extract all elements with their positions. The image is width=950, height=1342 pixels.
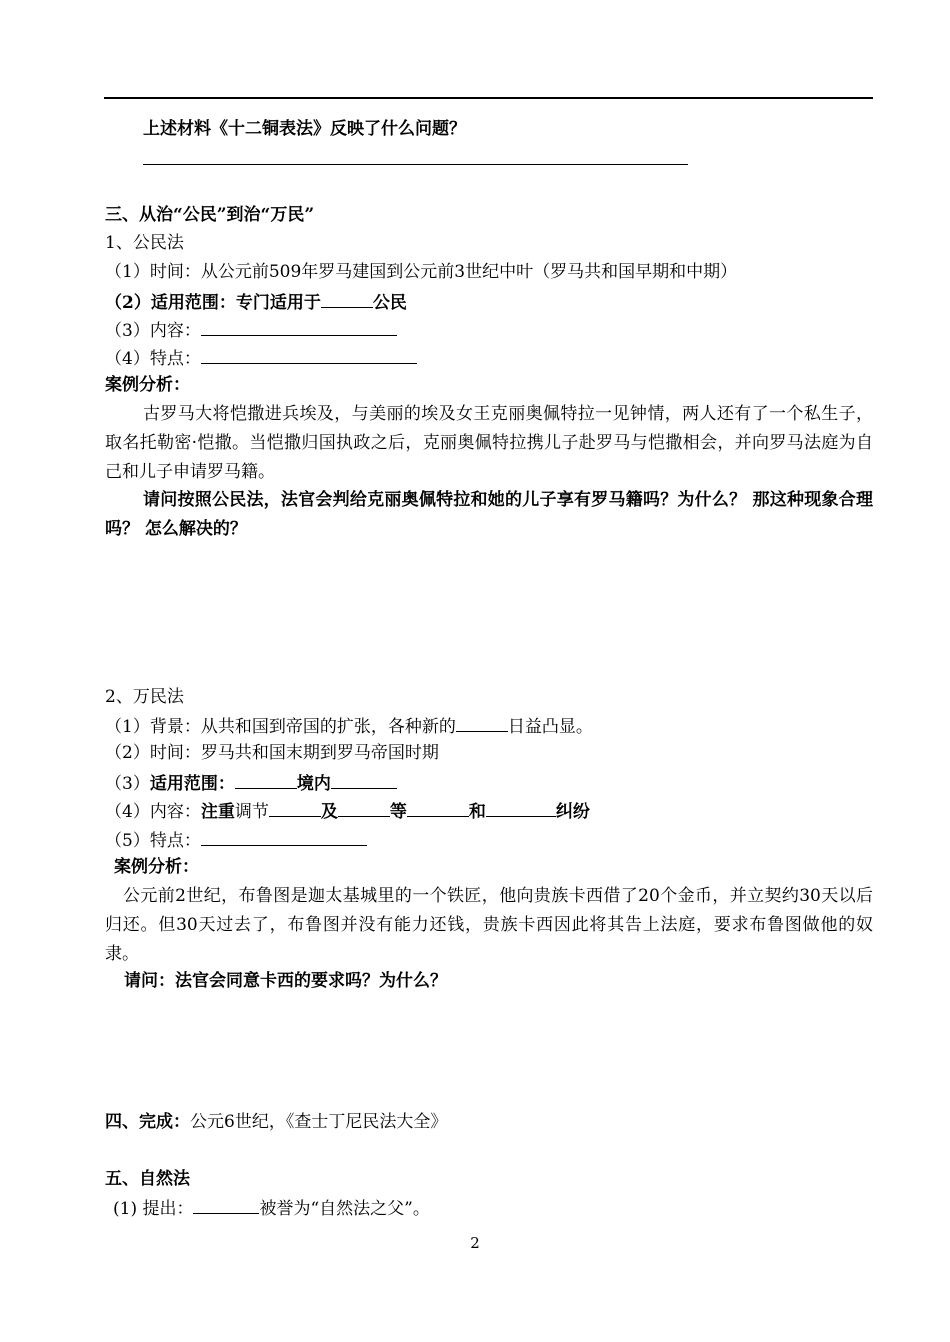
features-blank[interactable]: [201, 346, 417, 364]
proposer-label: (1) 提出：: [113, 1199, 194, 1219]
content2-emph: 注重: [200, 802, 235, 822]
case2-analysis-label: 案例分析：: [114, 857, 199, 877]
case2-question: 请问：法官会同意卡西的要求吗？为什么？: [124, 971, 447, 991]
case2-text: 公元前2世纪，布鲁图是迦太基城里的一个铁匠，他向贵族卡西借了20个金币，并立契约30天以后归还。但30天过去了，布鲁图并没有能力还钱，贵族卡西因此将其告上法庭，要求布鲁图做他的奴隶。: [105, 886, 873, 964]
answer-line: [143, 164, 688, 165]
section-3-title: 三、从治“公民”到治“万民”: [105, 205, 315, 225]
background-blank[interactable]: [456, 714, 508, 732]
scope-blank[interactable]: [321, 290, 373, 308]
scope-suffix: 公民: [372, 293, 407, 313]
features2-blank[interactable]: [201, 828, 367, 846]
content2-blank-4[interactable]: [486, 799, 556, 817]
proposer-blank[interactable]: [193, 1196, 259, 1214]
citizen-law-scope: [105, 290, 407, 314]
content2-verb: 调节: [234, 802, 269, 822]
case-question: 请问按照公民法，法官会判给克丽奥佩特拉和她的儿子享有罗马籍吗？为什么？ 那这种现象合理吗？ 怎么解决的？: [105, 490, 873, 539]
jus-gentium-scope: [105, 771, 397, 795]
content2-blank-1[interactable]: [269, 799, 321, 817]
jus-gentium-background: [105, 714, 593, 738]
case-text: 古罗马大将恺撒进兵埃及，与美丽的埃及女王克丽奥佩特拉一见钟情，两人还有了一个私生子，取名托勒密·恺撒。当恺撒归国执政之后，克丽奥佩特拉携儿子赴罗马与恺撒相会，并向罗马法庭为自己和儿子申请罗马籍。: [105, 404, 873, 482]
content2-blank-2[interactable]: [338, 799, 390, 817]
section-4-label: 四、完成：: [105, 1112, 190, 1132]
scope-label: （2）适用范围：专门适用于: [105, 293, 321, 313]
background-suffix: 日益凸显。: [507, 717, 593, 737]
jus-gentium-content: [105, 799, 590, 823]
header-rule: [104, 97, 873, 99]
citizen-law-content: [105, 318, 397, 342]
content2-blank-3[interactable]: [407, 799, 469, 817]
features2-label: （5）特点：: [105, 831, 201, 851]
content-blank[interactable]: [201, 318, 397, 336]
section-5-title: 五、自然法: [105, 1169, 190, 1189]
page-number: 2: [470, 1234, 480, 1252]
content2-etc: 等: [389, 802, 407, 822]
content2-label: （4）内容：: [105, 802, 201, 822]
jus-gentium-features: [105, 828, 367, 852]
case-analysis-label: 案例分析：: [105, 375, 190, 395]
citizen-law-time: （1）时间：从公元前509年罗马建国到公元前3世纪中叶（罗马共和国早期和中期）: [105, 262, 738, 282]
jus-gentium-time: （2）时间：罗马共和国末期到罗马帝国时期: [105, 743, 439, 763]
features-label: （4）特点：: [105, 349, 201, 369]
content-label: （3）内容：: [105, 321, 201, 341]
scope2-label: 适用范围：: [149, 774, 235, 794]
content2-disputes: 纠纷: [555, 802, 590, 822]
scope2-mid: 境内: [296, 774, 331, 794]
citizen-law-features: [105, 346, 417, 370]
content2-and: 及: [320, 802, 338, 822]
scope2-num: （3）: [105, 774, 150, 794]
natural-law-proposer: [113, 1196, 430, 1220]
proposer-suffix: 被誉为“自然法之父”。: [259, 1199, 430, 1219]
background-label: （1）背景：从共和国到帝国的扩张，各种新的: [105, 717, 456, 737]
section-4: [105, 1111, 447, 1133]
subsection-jus-gentium: 2、万民法: [105, 687, 184, 707]
scope2-blank-1[interactable]: [235, 771, 297, 789]
subsection-citizen-law: 1、公民法: [105, 233, 184, 253]
section-4-text: 公元6世纪，《查士丁尼民法大全》: [190, 1112, 448, 1132]
content2-with: 和: [468, 802, 486, 822]
scope2-blank-2[interactable]: [331, 771, 397, 789]
material-question: 上述材料《十二铜表法》反映了什么问题？: [143, 119, 466, 139]
